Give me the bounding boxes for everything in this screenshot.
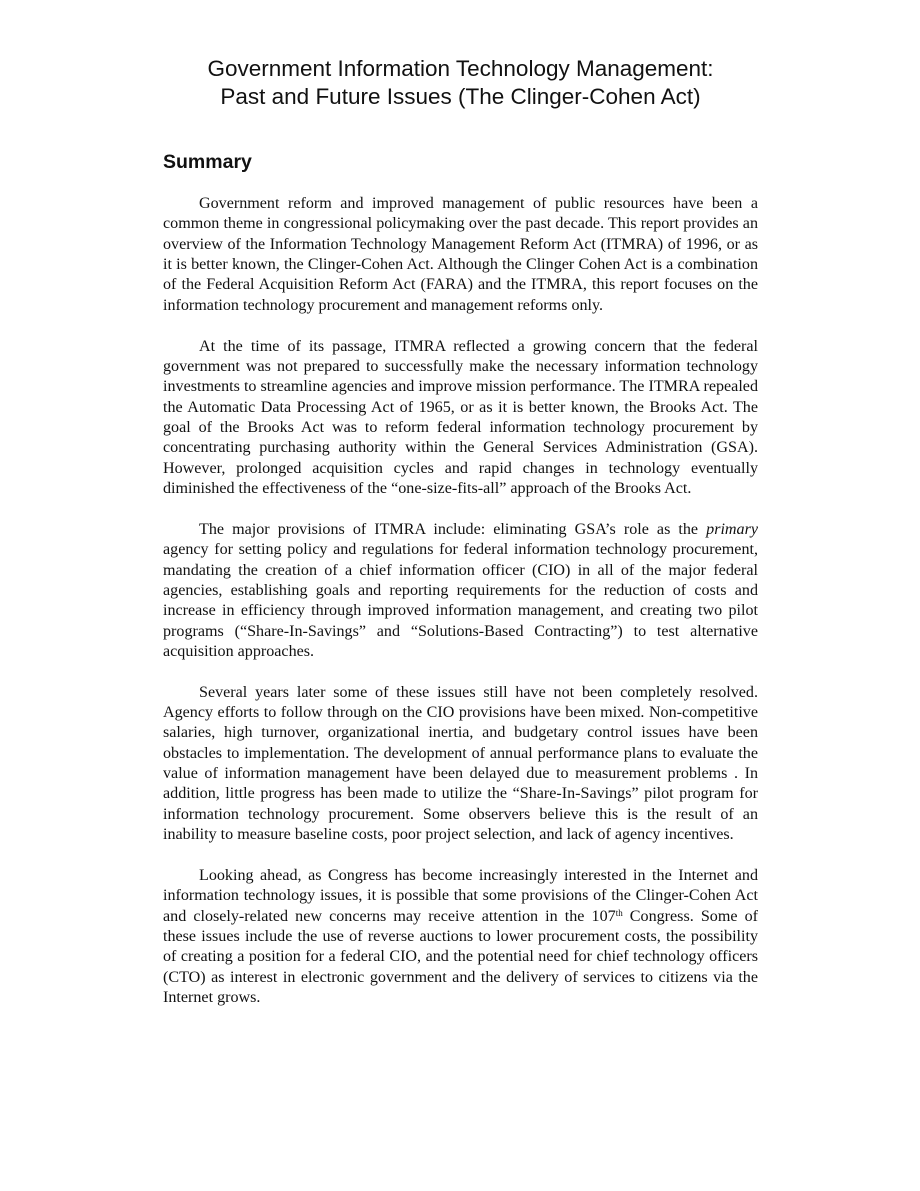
paragraph-3-emphasis: primary bbox=[706, 520, 758, 538]
paragraph-4: Several years later some of these issues still have not been completely resolved. Agency efforts to follow through on the CIO provisions have been mixed. Non-competitive salaries, high turnover, organizational inertia, and budgetary control issues have been obstacles to implementation. The development of annual performance plans to evaluate the value of information management have been delayed due to measurement problems . In addition, little progress has been made to utilize the “Share-In-Savings” pilot program for information technology procurement. Some observers believe this is the result of an inability to measure baseline costs, poor project selection, and lack of agency incentives. bbox=[163, 683, 758, 844]
title-line-2: Past and Future Issues (The Clinger-Cohen Act) bbox=[220, 84, 701, 109]
paragraph-5-text-end: Congress. Some of these issues include the use of reverse auctions to lower procurement costs, the possibility of creating a position for a federal CIO, and the potential need for chief technology officers (CTO) as interest in electronic government and the delivery of services to citizens via the Internet grows. bbox=[163, 907, 759, 1007]
paragraph-3-text-start: The major provisions of ITMRA include: eliminating GSA’s role as the bbox=[199, 520, 707, 538]
report-title bbox=[163, 55, 758, 111]
section-heading-summary: Summary bbox=[163, 151, 252, 173]
paragraph-5 bbox=[163, 866, 758, 1008]
paragraph-1: Government reform and improved management of public resources have been a common theme in congressional policymaking over the past decade. This report provides an overview of the Information Technology Management Reform Act (ITMRA) of 1996, or as it is better known, the Clinger-Cohen Act. Although the Clinger Cohen Act is a combination of the Federal Acquisition Reform Act (FARA) and the ITMRA, this report focuses on the information technology procurement and management reforms only. bbox=[163, 195, 758, 314]
paragraph-3-text-end: agency for setting policy and regulations for federal information technology procurement, mandating the creation of a chief information officer (CIO) in all of the major federal agencies, establishing goals and reporting requirements for the reduction of costs and increase in efficiency through improved information management, and creating two pilot programs (“Share-In-Savings” and “Solutions-Based Contracting”) to test alternative acquisition approaches. bbox=[163, 541, 758, 660]
ordinal-superscript: th bbox=[615, 907, 623, 918]
summary-body bbox=[163, 194, 758, 1029]
title-line-1: Government Information Technology Management: bbox=[207, 56, 714, 81]
paragraph-2: At the time of its passage, ITMRA reflected a growing concern that the federal government was not prepared to successfully make the necessary information technology investments to streamline agencies and improve mission performance. The ITMRA repealed the Automatic Data Processing Act of 1965, or as it is better known, the Brooks Act. The goal of the Brooks Act was to reform federal information technology procurement by concentrating purchasing authority within the General Services Administration (GSA). However, prolonged acquisition cycles and rapid changes in technology eventually diminished the effectiveness of the “one-size-fits-all” approach of the Brooks Act. bbox=[163, 337, 758, 497]
paragraph-5-text-start: Looking ahead, as Congress has become increasingly interested in the Internet and information technology issues, it is possible that some provisions of the Clinger-Cohen Act and closely-related new concerns may receive attention in the 107 bbox=[163, 866, 758, 925]
paragraph-3 bbox=[163, 520, 758, 662]
